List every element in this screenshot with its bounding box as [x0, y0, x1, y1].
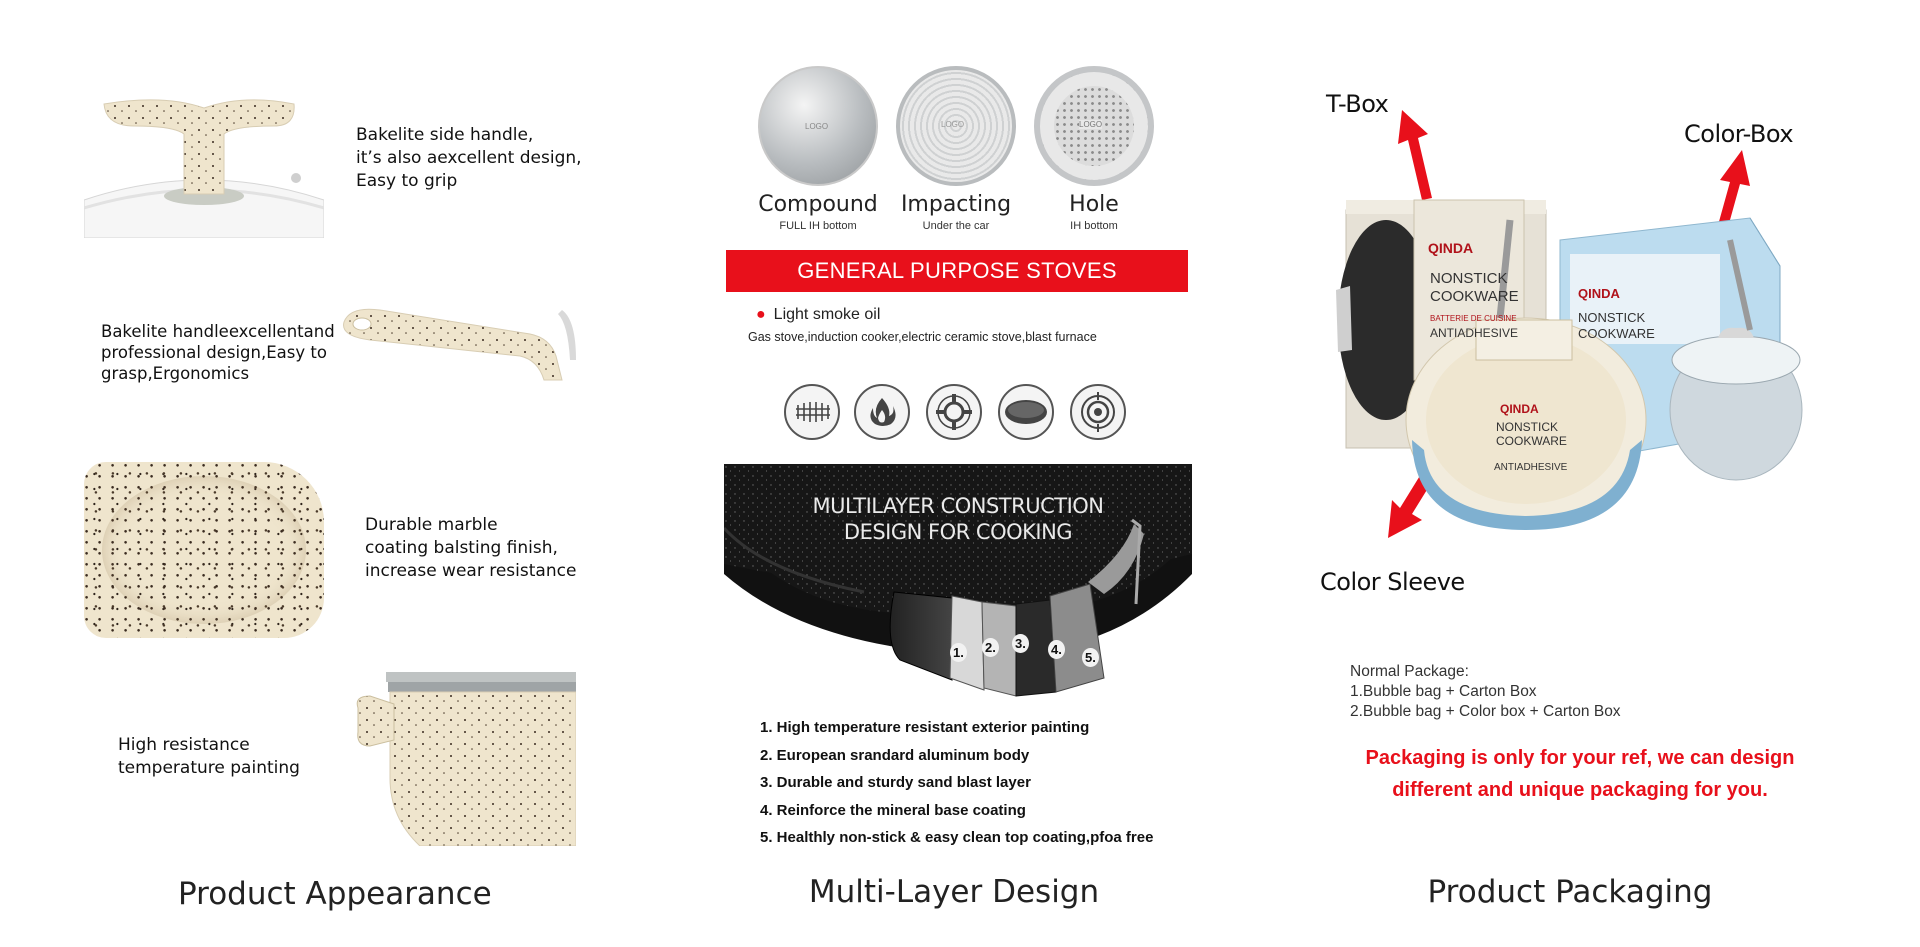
compound-label: Compound — [758, 192, 878, 217]
sleeve-cookware-text: COOKWARE — [1496, 434, 1567, 448]
feature-text-lid-handle: Bakelite side handle, it’s also aexcellent design, Easy to grip — [356, 125, 582, 191]
list-item: 1. High temperature resistant exterior painting — [760, 719, 1090, 736]
feature-text-long-handle: Bakelite handleexcellentand professional design,Easy to grasp,Ergonomics — [101, 322, 335, 383]
color-box-cookware-text: COOKWARE — [1578, 326, 1655, 341]
construction-title-line-2: DESIGN FOR COOKING — [843, 520, 1073, 544]
layer-number-4: 4. — [1048, 640, 1065, 659]
sleeve-antiadhesive-text: ANTIADHESIVE — [1494, 462, 1568, 473]
box-nonstick-text: NONSTICK — [1430, 270, 1508, 287]
multilayer-construction-image — [724, 464, 1192, 704]
sleeve-brand-text: QINDA — [1500, 402, 1539, 416]
gas-flame-icon — [854, 384, 910, 440]
box-brand-text: QINDA — [1428, 240, 1474, 256]
packaging-note: Packaging is only for your ref, we can design different and unique packaging for you. — [1365, 747, 1795, 801]
sleeve-nonstick-text: NONSTICK — [1496, 420, 1559, 434]
list-item: 4. Reinforce the mineral base coating — [760, 801, 1026, 819]
list-item: 1.Bubble bag + Carton Box — [1350, 683, 1537, 700]
long-handle-image — [340, 300, 576, 382]
smoke-oil-text: Light smoke oil — [773, 306, 881, 323]
red-bullet-icon: ● — [756, 306, 766, 323]
color-box-brand-text: QINDA — [1578, 286, 1620, 301]
impacting-sub-label: Under the car — [922, 220, 990, 232]
list-item: 3. Durable and sturdy sand blast layer — [760, 774, 1031, 791]
box-cookware-text: COOKWARE — [1430, 288, 1519, 305]
gas-burner-icon — [926, 384, 982, 440]
compound-sub-label: FULL IH bottom — [779, 220, 857, 232]
disc-logo-text: LOGO — [941, 120, 965, 129]
layer-list — [760, 714, 1153, 852]
pan-interior-image — [84, 462, 324, 638]
normal-package-title: Normal Package: — [1350, 663, 1469, 680]
appearance-title: Product Appearance — [178, 876, 492, 912]
compound-bottom-disc — [758, 66, 878, 186]
hole-label: Hole — [1069, 192, 1119, 217]
list-item: 5. Healthly non-stick & easy clean top coating,pfoa free — [760, 829, 1154, 846]
box-batterie-text: BATTERIE DE CUISINE — [1430, 314, 1517, 323]
packaging-title: Product Packaging — [1427, 874, 1713, 910]
hole-bottom-disc — [1034, 66, 1154, 186]
box-antiadhesive-text: ANTIADHESIVE — [1430, 326, 1519, 340]
list-item: 2.Bubble bag + Color box + Carton Box — [1350, 703, 1621, 720]
layer-number-1: 1. — [950, 643, 967, 662]
casserole-side-image — [350, 668, 576, 846]
colorbox-label: Color-Box — [1684, 120, 1794, 148]
impacting-bottom-disc — [896, 66, 1016, 186]
stove-types-text: Gas stove,induction cooker,electric ceramic stove,blast furnace — [748, 330, 1097, 344]
feature-text-coating: Durable marble coating balsting finish, increase wear resistance — [365, 515, 577, 581]
hob-ring-icon — [1070, 384, 1126, 440]
ceramic-plate-icon — [998, 384, 1054, 440]
tbox-label: T-Box — [1326, 90, 1389, 118]
feature-text-painting: High resistance temperature painting — [118, 735, 300, 778]
multilayer-title: Multi-Layer Design — [808, 874, 1100, 910]
layer-number-3: 3. — [1012, 634, 1029, 653]
induction-coil-icon — [784, 384, 840, 440]
layer-number-2: 2. — [982, 638, 999, 657]
layer-number-5: 5. — [1082, 648, 1099, 667]
normal-package-block — [1350, 662, 1621, 722]
disc-logo-text: LOGO — [805, 122, 829, 131]
sleeve-label: Color Sleeve — [1320, 568, 1465, 596]
packaging-image — [1330, 90, 1850, 540]
list-item: 2. European srandard aluminum body — [760, 746, 1030, 764]
smoke-oil-row — [756, 306, 880, 324]
construction-title-line-1: MULTILAYER CONSTRUCTION — [812, 494, 1104, 518]
general-purpose-stoves-banner: GENERAL PURPOSE STOVES — [726, 250, 1188, 292]
pan-interior-inner — [102, 476, 306, 624]
impacting-label: Impacting — [900, 192, 1012, 217]
disc-logo-text: LOGO — [1079, 120, 1103, 129]
hole-sub-label: IH bottom — [1070, 220, 1118, 232]
lid-handle-image — [84, 90, 324, 238]
color-box-nonstick-text: NONSTICK — [1578, 310, 1646, 325]
